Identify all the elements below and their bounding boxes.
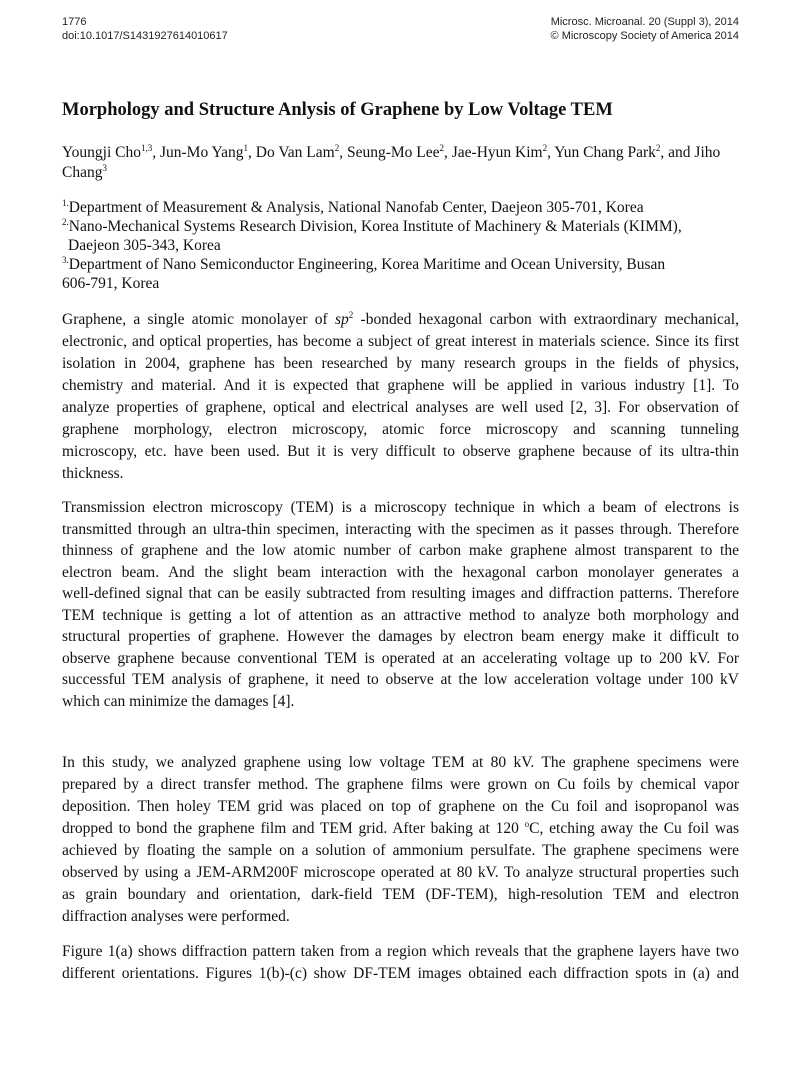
text-segment: C, etching away the Cu foil was [529,820,739,837]
author-name: Jae-Hyun Kim [451,144,543,161]
doi: doi:10.1017/S1431927614010617 [62,30,228,42]
text-line: thinness of graphene and the low atomic number of carbon make graphene almost transparent to the [62,542,739,559]
affiliation-number: 2. [62,216,69,227]
text-line: achieved by floating the sample on a solution of ammonium persulfate. The graphene specimens were [62,842,739,859]
copyright: © Microscopy Society of America 2014 [550,30,739,42]
affiliation-text: Department of Measurement & Analysis, National Nanofab Center, Daejeon 305-701, Korea [68,199,644,216]
affiliations [62,198,752,293]
author-affiliation-mark: 1 [243,142,249,153]
text-line: deposition. Then holey TEM grid was placed on top of graphene on the Cu foil and isopropanol was [62,798,739,815]
superscript: 2 [348,309,354,320]
text-line [62,309,739,331]
affiliation-text: 606-791, Korea [62,275,160,292]
text-line: chemistry and material. And it is expected that graphene will be applied in various industry [1]. To [62,377,739,394]
text-line: transmitted through an ultra-thin specimen, interacting with the specimen as it passes through. Therefore [62,520,739,538]
page-number: 1776 [62,16,87,28]
text-line: observed by using a JEM-ARM200F microscope operated at 80 kV. To analyze structural properties such [62,864,739,881]
affiliation-line [62,217,752,236]
text-segment: sp [334,311,349,328]
paper-title: Morphology and Structure Anlysis of Graphene by Low Voltage TEM [62,100,613,120]
text-line: Figure 1(a) shows diffraction pattern taken from a region which reveals that the graphene layers have two [62,943,739,960]
paragraph-1 [62,309,739,485]
text-line: as grain boundary and orientation, dark-field TEM (DF-TEM), high-resolution TEM and electron [62,886,739,903]
text-line: graphene morphology, electron microscopy, atomic force microscopy and scanning tunneling [62,421,739,438]
author-name: Do Van Lam [255,144,335,161]
text-line: thickness. [62,465,124,482]
paragraph-3 [62,752,739,928]
affiliation-line [62,255,752,274]
affiliation-number: 1. [62,197,69,208]
text-line: microscopy, etc. have been used. But it is very difficult to observe graphene because of its ultra-thin [62,443,739,460]
affiliation-line [62,274,752,293]
paragraph-2 [62,497,739,712]
author-name: Jun-Mo Yang [159,144,244,161]
text-line: TEM technique is getting a lot of attention as an attractive method to analyze both morphology and [62,606,739,624]
author-name: Seung-Mo Lee [346,144,440,161]
author-name: Jiho Chang [62,144,721,181]
text-line: electron beam. And the slight beam interaction with the hexagonal carbon monolayer generates a [62,563,739,581]
text-line [62,818,739,840]
author-affiliation-mark: 2 [655,142,661,153]
author-affiliation-mark: 2 [542,142,548,153]
text-line: structural properties of graphene. However the damages by electron beam energy make it difficult to [62,628,739,645]
text-segment: Graphene, a single atomic monolayer of [62,311,335,328]
text-line: different orientations. Figures 1(b)-(c) show DF-TEM images obtained each diffraction spots in (a) and [62,965,739,982]
affiliation-line [62,236,752,255]
journal-citation: Microsc. Microanal. 20 (Suppl 3), 2014 [550,16,739,28]
text-line: In this study, we analyzed graphene using low voltage TEM at 80 kV. The graphene specimens were [62,754,739,771]
affiliation-line [62,198,752,217]
affiliation-text: Department of Nano Semiconductor Engineering, Korea Maritime and Ocean University, Busan [68,256,666,273]
text-line: prepared by a direct transfer method. The graphene films were grown on Cu foils by chemical vapor [62,776,739,793]
text-line: diffraction analyses were performed. [62,908,290,925]
superscript: o [524,818,530,829]
affiliation-text: Nano-Mechanical Systems Research Division, Korea Institute of Machinery & Materials (KIMM), [68,218,682,235]
text-line: observe graphene because conventional TEM is operated at an accelerating voltage up to 200 kV. For [62,649,739,667]
text-segment: dropped to bond the graphene film and TEM grid. After baking at 120 [62,820,525,837]
text-line: isolation in 2004, graphene has been researched by many research groups in the fields of physics, [62,355,739,372]
text-line: analyze properties of graphene, optical and electrical analyses are well used [2, 3]. For observation of [62,399,739,416]
text-line: well-defined signal that can be easily subtracted from resulting images and diffraction patterns. Therefore [62,585,739,602]
header-right [551,15,739,43]
affiliation-number: 3. [62,254,69,265]
header-left [62,15,228,43]
author-affiliation-mark: 3 [102,162,107,173]
author-affiliation-mark: 2 [334,142,340,153]
author-name: Yun Chang Park [554,144,656,161]
author-list: Youngji Cho$^{1,3}$, Jun-Mo Yang$^1$, Do Van Lam$^2$, Seung-Mo Lee$^2$, Jae-Hyun Kim$^2$, Yun Chang Park$^2$, and Jiho Chang$^3$ [62,142,721,181]
text-line: Transmission electron microscopy (TEM) is a microscopy technique in which a beam of electrons is [62,499,739,516]
text-line: electronic, and optical properties, has become a subject of great interest in materials science. Since its first [62,333,739,350]
text-segment: -bonded hexagonal carbon with extraordinary mechanical, [353,311,739,328]
affiliation-text: Daejeon 305-343, Korea [68,237,221,254]
author-conjunction: , and [660,144,695,161]
author-affiliation-mark: 1,3 [140,142,153,153]
text-line: which can minimize the damages [4]. [62,692,295,710]
text-line: successful TEM analysis of graphene, it need to observe at the low acceleration voltage under 100 kV [62,671,739,688]
author-name: Youngji Cho [62,144,141,161]
paragraph-4 [62,941,739,985]
author-affiliation-mark: 2 [439,142,445,153]
